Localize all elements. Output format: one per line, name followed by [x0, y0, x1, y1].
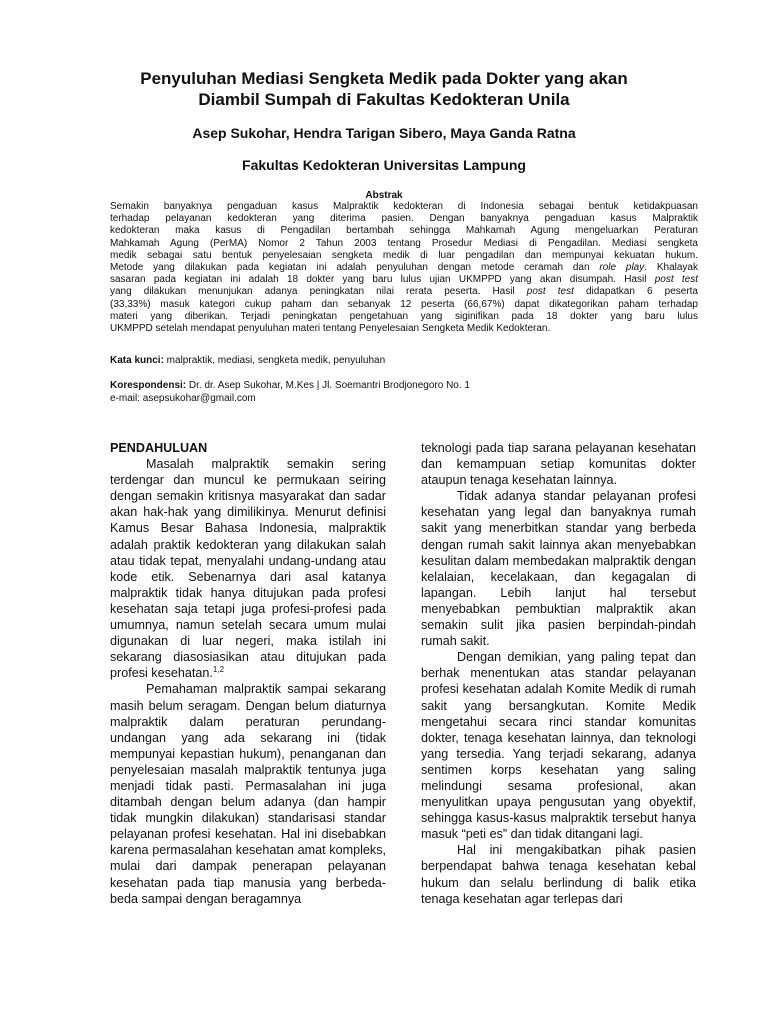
abstract-line	[110, 262, 698, 274]
abstract-italic-post-test: post test	[654, 274, 698, 286]
correspondence-line	[110, 379, 698, 392]
abstract-text: sasaran pada kegiatan ini adalah 18 dokter yang baru lulus ujian UKMPPD yang akan disumpah. Hasil	[110, 274, 647, 286]
abstract-text: didapatkan 6 peserta	[573, 286, 698, 298]
right-column	[421, 440, 696, 907]
abstract-text: Metode yang dilakukan pada kegiatan ini adalah penyuluhan dengan metode ceramah dan	[110, 262, 590, 274]
paragraph: Tidak adanya standar pelayanan profesi kesehatan yang legal dan banyaknya rumah sakit yang menerbitkan standar yang berbeda dengan rumah sakit lainnya akan menyebabkan kesulitan dalam membedakan malpraktik dengan kelalaian, kecelakaan, dan kegagalan di lapangan. Lebih lanjut hal tersebut menyebabkan pembuktian malpraktik akan semakin sulit jika pasien berpindah-pindah rumah sakit.	[421, 489, 696, 649]
abstract-heading: Abstrak	[365, 190, 403, 201]
title-line-2: Diambil Sumpah di Fakultas Kedokteran Unila	[198, 90, 570, 109]
abstract-text: . Khalayak	[644, 262, 698, 274]
abstract-line: medik sebagai satu bentuk penyelesaian sengketa medik di luar pengadilan dan mempunyai kekuatan hukum.	[110, 249, 698, 261]
paragraph: Pemahaman malpraktik sampai sekarang masih belum seragam. Dengan belum diaturnya malpraktik dalam peraturan perundang-undangan yang ada sekarang ini (tidak mempunyai kepastian hukum), penanganan dan penyelesaian masalah malpraktik tentunya juga menjadi tidak pasti. Permasalahan ini juga ditambah dengan belum adanya (dan hampir tidak mungkin dilakukan) standarisasi standar pelayanan profesi kesehatan. Hal ini disebabkan karena permasalahan kesehatan amat kompleks, mulai dari dampak penerapan pelayanan kesehatan pada tiap manusia yang berbeda-beda sampai dengan beragamnya	[110, 682, 386, 906]
abstract-line: Mahkamah Agung (PerMA) Nomor 2 Tahun 2003 tentang Prosedur Mediasi di Pengadilan. Mediasi sengketa	[110, 237, 698, 249]
abstract-italic-role-play: role play	[599, 262, 645, 274]
paragraph: teknologi pada tiap sarana pelayanan kesehatan dan kemampuan setiap komunitas dokter ataupun tenaga kesehatan lainnya.	[421, 441, 696, 488]
correspondence-text: Dr. dr. Asep Sukohar, M.Kes | Jl. Soemantri Brodjonegoro No. 1	[186, 380, 470, 391]
citation-ref: 1,2	[212, 665, 225, 675]
abstract-line: terhadap pelayanan kedokteran yang diterima pasien. Dengan banyaknya pengaduan kasus Malpraktik	[110, 213, 698, 225]
section-heading: PENDAHULUAN	[110, 441, 208, 455]
left-column	[110, 440, 386, 907]
author-list: Asep Sukohar, Hendra Tarigan Sibero, Maya Ganda Ratna	[192, 125, 576, 141]
paper-title	[100, 68, 668, 110]
abstract-line: (33,33%) masuk kategori cukup paham dan sebanyak 12 peserta (66,67%) dapat dikategorikan paham terhadap	[110, 298, 698, 310]
abstract-line	[110, 286, 698, 298]
abstract-body	[110, 201, 698, 335]
abstract-line: materi yang diberikan. Terjadi peningkatan pengetahuan yang siginifikan pada 18 dokter yang baru lulus	[110, 310, 698, 322]
paragraph-text: Masalah malpraktik semakin sering terdengar dan muncul ke permukaan seiring dengan semakin kritisnya masyarakat dan sadar akan hak-hak yang dimilikinya. Menurut definisi Kamus Besar Bahasa Indonesia, malpraktik adalah praktik kedokteran yang dilakukan salah atau tidak tepat, menyalahi undang-undang atau kode etik. Sebenarnya dari asal katanya malpraktik tidak hanya ditujukan pada profesi kesehatan saja tetapi juga profesi-profesi pada umumnya, namun setelah secara umum mulai digunakan di luar negeri, maka istilah ini sekarang diasosiasikan atau ditujukan pada profesi kesehatan.	[110, 457, 386, 681]
keywords-label: Kata kunci:	[110, 355, 164, 366]
title-line-1: Penyuluhan Mediasi Sengketa Medik pada Dokter yang akan	[140, 69, 628, 88]
correspondence-label: Korespondensi:	[110, 380, 187, 391]
paragraph	[110, 456, 386, 681]
abstract-line: Semakin banyaknya pengaduan kasus Malpraktik kedokteran di Indonesia sebagai bentuk ketidakpuasan	[110, 201, 698, 212]
abstract-text: yang dilakukan menunjukan adanya peningkatan nilai rerata peserta. Hasil	[110, 286, 515, 298]
paragraph: Hal ini mengakibatkan pihak pasien berpendapat bahwa tenaga kesehatan kebal hukum dan selalu berlindung di balik etika tenaga kesehatan agar terlepas dari	[421, 843, 696, 906]
abstract-line	[110, 274, 698, 286]
abstract-line: UKMPPD setelah mendapat penyuluhan materi tentang Penyelesaian Sengketa Medik Kedokteran.	[110, 323, 551, 335]
keywords	[110, 354, 698, 367]
abstract-italic-post-test: post test	[526, 286, 574, 298]
abstract-line: kedokteran maka kasus di Pengadilan bertambah sehingga Mahkamah Agung mengeluarkan Peraturan	[110, 225, 698, 237]
correspondence-email[interactable]: e-mail: asepsukohar@gmail.com	[110, 393, 256, 404]
keywords-text: malpraktik, mediasi, sengketa medik, penyuluhan	[163, 355, 386, 366]
paragraph: Dengan demikian, yang paling tepat dan berhak menentukan atas standar pelayanan profesi kesehatan adalah Komite Medik di rumah sakit yang bersangkutan. Komite Medik mengetahui secara rinci standar komunitas dokter, tenaga kesehatan lainnya, dan teknologi yang tersedia. Yang terjadi sekarang, adanya sentimen korps kesehatan yang saling melindungi sesama profesional, akan menyulitkan upaya pengusutan yang obyektif, sehingga kasus-kasus malpraktik tersebut hanya masuk “peti es” dan tidak ditangani lagi.	[421, 650, 696, 842]
correspondence	[110, 379, 698, 405]
affiliation: Fakultas Kedokteran Universitas Lampung	[242, 157, 526, 173]
